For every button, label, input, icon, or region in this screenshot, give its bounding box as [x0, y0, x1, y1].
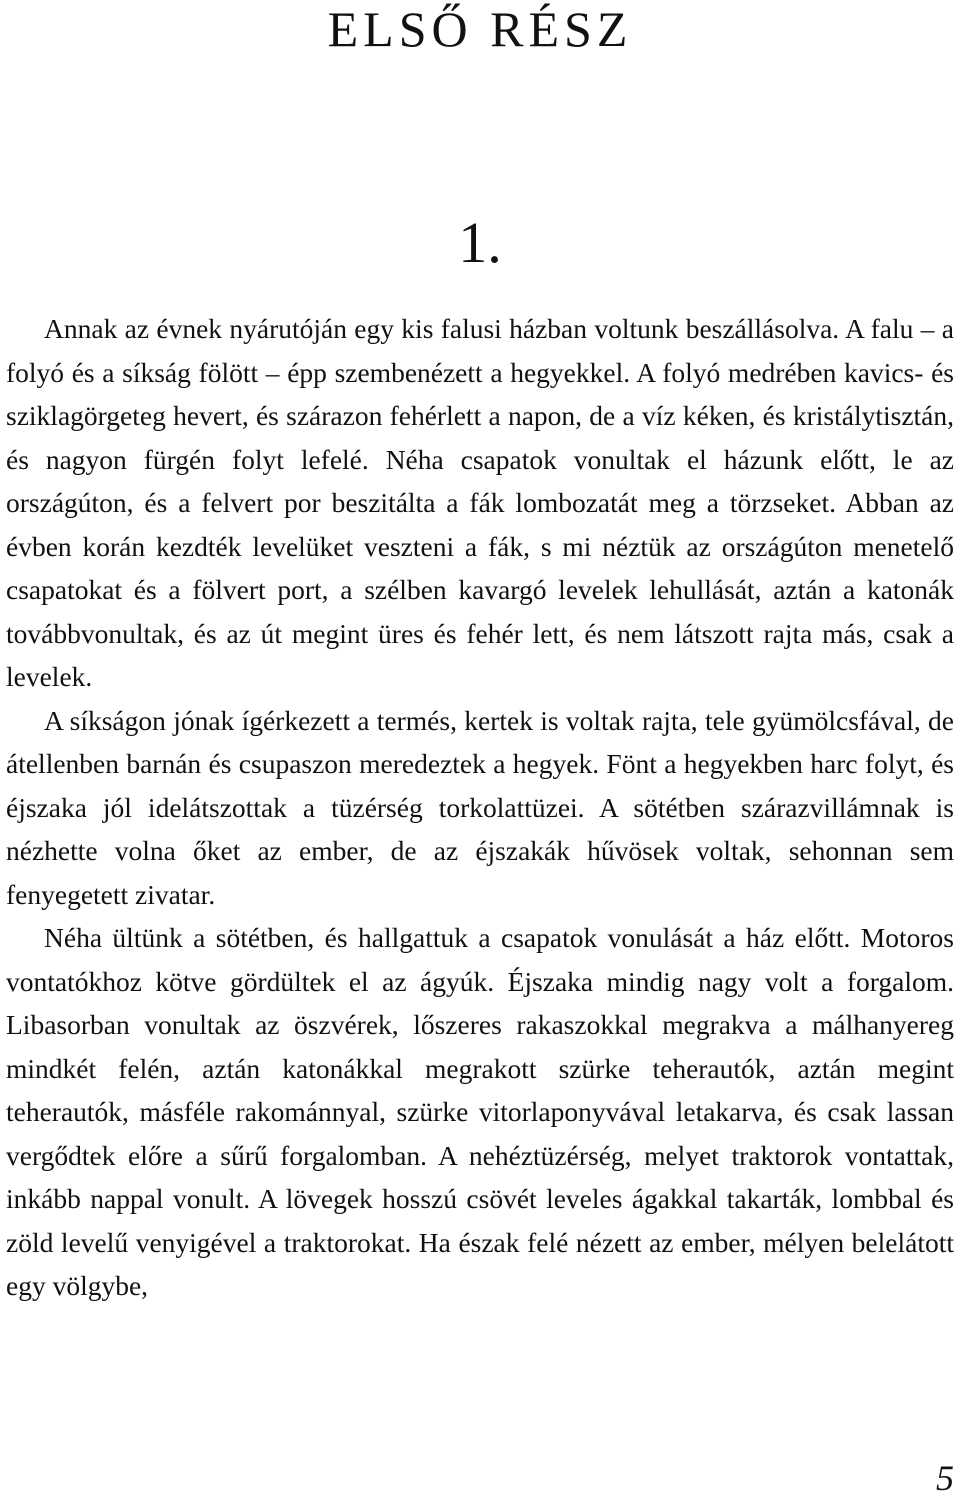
- paragraph: A síkságon jónak ígérkezett a termés, kertek is voltak rajta, tele gyümölcsfával, de átellenben barnán és csupaszon meredeztek a hegyek. Fönt a hegyekben harc folyt, és éjszaka jól idelátszottak a tüzérség torkolattüzei. A sötétben szárazvillámnak is nézhette volna őket az ember, de az éjszakák hűvösek voltak, sehonnan sem fenyegetett zivatar.: [6, 704, 954, 910]
- chapter-number: 1.: [458, 210, 502, 275]
- paragraph: Néha ültünk a sötétben, és hallgattuk a csapatok vonulását a ház előtt. Motoros vontatókhoz kötve gördültek el az ágyúk. Éjszaka mindig nagy volt a forgalom. Libasorban vonultak az öszvérek, lőszeres rakaszokkal megrakva a málhanyereg mindkét felén, aztán katonákkal megrakott szürke teherautók, aztán megint teherautók, másféle rakománnyal, szürke vitorlaponyvával letakarva, és csak lassan vergődtek előre a sűrű forgalomban. A nehéztüzérség, melyet traktorok vontattak, inkább nappal vonult. A lövegek hosszú csövét leveles ágakkal takarták, lombbal és zöld levelű venyigével a traktorokat. Ha észak felé nézett az ember, mélyen belelátott egy völgybe,: [6, 922, 954, 1301]
- paragraph: Annak az évnek nyárutóján egy kis falusi házban voltunk beszállásolva. A falu – a folyó és a síkság fölött – épp szembenézett a hegyekkel. A folyó medrében kavics- és sziklagörgeteg hevert, és szárazon fehérlett a napon, de a víz kéken, és kristálytisztán, és nagyon fürgén folyt lefelé. Néha csapatok vonultak el házunk előtt, le az országúton, és a felvert por beszitálta a fák lombozatát meg a törzseket. Abban az évben korán kezdték levelüket veszteni a fák, s mi néztük az országúton menetelő csapatokat és a fölvert port, a szélben kavargó levelek lehullását, aztán a katonák továbbvonultak, és az út megint üres és fehér lett, és nem látszott rajta más, csak a levelek.: [6, 313, 954, 692]
- chapter-body: [6, 307, 954, 1308]
- page-number: 5: [936, 1458, 954, 1498]
- part-title: ELSŐ RÉSZ: [327, 1, 633, 57]
